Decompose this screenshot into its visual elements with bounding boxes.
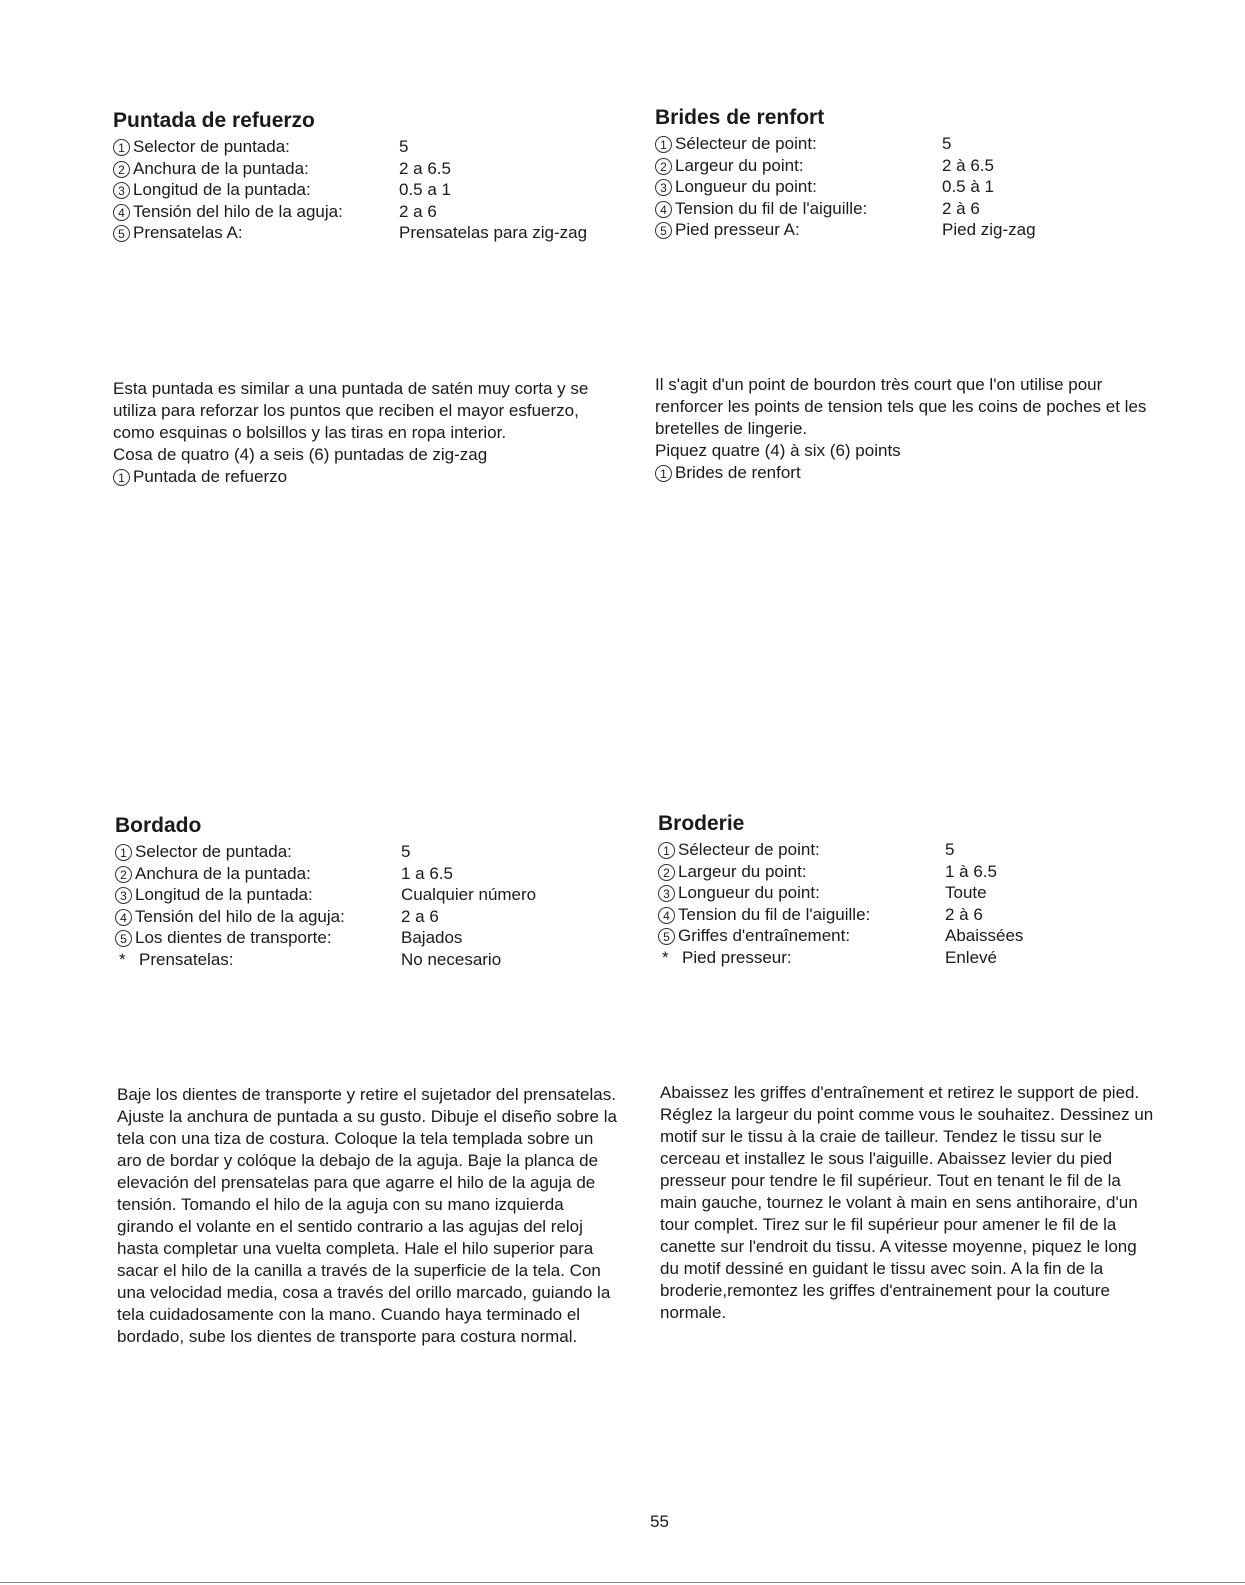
body-line: utiliza para reforzar los puntos que reciben el mayor esfuerzo, (113, 401, 579, 420)
body-line: broderie,remontez les griffes d'entrainement pour la couture (660, 1281, 1110, 1300)
settings-row (658, 861, 1023, 883)
setting-value: Abaissées (945, 926, 1024, 945)
caption-text: Puntada de refuerzo (133, 467, 288, 486)
settings-row (655, 219, 1036, 241)
body-line: elevación del prensatelas para que agarre el hilo de la aguja de (117, 1173, 596, 1192)
section-title: Broderie (658, 812, 745, 835)
setting-label: Pied presseur A: (675, 220, 800, 239)
settings-row (658, 925, 1023, 947)
body-line: Réglez la largeur du point comme vous le souhaitez. Dessinez un (660, 1105, 1154, 1124)
body-line: du motif dessiné en guidant le tissu avec soin. A la fin de la (660, 1259, 1104, 1278)
circled-number: 2 (655, 158, 672, 175)
setting-value: 2 a 6.5 (399, 158, 451, 178)
setting-value: No necesario (401, 949, 502, 969)
setting-label: Sélecteur de point: (675, 134, 817, 153)
setting-value: 5 (399, 137, 409, 156)
section-title: Bordado (115, 814, 202, 837)
body-line: cerceau et installez le sous l'aiguille. Abaissez levier du pied (660, 1149, 1113, 1168)
circled-number: 5 (113, 225, 130, 242)
setting-value: Enlevé (945, 947, 997, 967)
body-line: una velocidad media, cosa a través del orillo marcado, guiando la (117, 1283, 611, 1302)
body-line: Baje los dientes de transporte y retire el sujetador del prensatelas. (117, 1085, 616, 1104)
settings-row (113, 136, 587, 158)
setting-label: Los dientes de transporte: (135, 928, 332, 947)
setting-label: Largeur du point: (678, 861, 807, 881)
setting-value: Bajados (401, 928, 463, 947)
body-line: Cosa de quatro (4) a seis (6) puntadas de zig-zag (113, 445, 488, 464)
settings-table (658, 839, 1023, 968)
body-line: Il s'agit d'un point de bourdon très court que l'on utilise pour (655, 375, 1103, 394)
section-brides-de-renfort (655, 106, 1036, 241)
circled-number: 1 (113, 139, 130, 156)
settings-row (655, 133, 1036, 155)
setting-label: Prensatelas A: (133, 223, 243, 242)
body-line: motif sur le tissu à la craie de tailleur. Tendez le tissu sur le (660, 1127, 1102, 1146)
circled-number: 5 (655, 222, 672, 239)
circled-number: 2 (115, 866, 132, 883)
circled-number: 1 (115, 844, 132, 861)
setting-label: Longueur du point: (675, 177, 817, 196)
settings-row (115, 906, 536, 928)
circled-number: 3 (113, 182, 130, 199)
settings-row (115, 949, 536, 971)
description-broderie (660, 1082, 1153, 1324)
section-title: Puntada de refuerzo (113, 109, 315, 132)
setting-label: Largeur du point: (675, 155, 804, 175)
body-line: normale. (660, 1303, 727, 1322)
figure-caption (655, 462, 1146, 484)
circled-number: 1 (113, 469, 130, 486)
body-line: presseur pour tendre le fil supérieur. Tout en tenant le fil de la (660, 1171, 1121, 1190)
setting-value: 2 a 6 (399, 201, 437, 221)
settings-row (115, 927, 536, 949)
circled-number: 5 (658, 928, 675, 945)
circled-number: 4 (658, 907, 675, 924)
settings-row (113, 222, 587, 244)
body-line: renforcer les points de tension tels que les coins de poches et les (655, 397, 1147, 416)
body-line: tour complet. Tirez sur le fil supérieur pour amener le fil de la (660, 1215, 1117, 1234)
setting-label: Longueur du point: (678, 883, 820, 902)
body-line: tela con una tiza de costura. Coloque la tela templada sobre un (117, 1129, 594, 1148)
settings-row (113, 201, 587, 223)
body-line: tela cuidadosamente con la mano. Cuando haya terminado el (117, 1305, 581, 1324)
circled-number: 3 (655, 179, 672, 196)
description-refuerzo (113, 378, 588, 488)
body-line: como esquinas o bolsillos y las tiras en ropa interior. (113, 423, 507, 442)
body-line: tensión. Tomando el hilo de la aguja con su mano izquierda (117, 1195, 564, 1214)
section-bordado (115, 814, 536, 970)
setting-label: Sélecteur de point: (678, 840, 820, 859)
body-line: aro de bordar y colóque la debajo de la aguja. Baje la planca de (117, 1151, 599, 1170)
description-bordado (117, 1084, 617, 1348)
setting-value: 1 à 6.5 (945, 861, 997, 881)
page-number: 55 (650, 1512, 669, 1531)
circled-number: 3 (115, 887, 132, 904)
asterisk-marker: * (662, 947, 669, 967)
settings-row (658, 839, 1023, 861)
settings-row (115, 863, 536, 885)
circled-number: 1 (655, 136, 672, 153)
bottom-rule (0, 1582, 1245, 1583)
asterisk-marker: * (119, 949, 126, 969)
setting-value: Cualquier número (401, 885, 537, 904)
settings-row (658, 882, 1023, 904)
setting-value: 1 a 6.5 (401, 863, 453, 883)
setting-value: 2 a 6 (401, 906, 439, 926)
setting-label: Longitud de la puntada: (135, 885, 313, 904)
settings-row (658, 904, 1023, 926)
setting-label: Anchura de la puntada: (133, 158, 309, 178)
body-line: Esta puntada es similar a una puntada de satén muy corta y se (113, 379, 589, 398)
setting-value: 5 (401, 842, 411, 861)
settings-row (655, 198, 1036, 220)
setting-label: Tensión del hilo de la aguja: (135, 906, 345, 926)
setting-value: 0.5 a 1 (399, 180, 451, 199)
setting-label: Tension du fil de l'aiguille: (678, 904, 871, 924)
body-line: main gauche, tournez le volant à main en sens antihoraire, d'un (660, 1193, 1138, 1212)
body-line: girando el volante en el sentido contrario a las agujas del reloj (117, 1217, 583, 1236)
setting-label: Longitud de la puntada: (133, 180, 311, 199)
setting-label: Selector de puntada: (135, 842, 292, 861)
body-line: Ajuste la anchura de puntada a su gusto. Dibuje el diseño sobre la (117, 1107, 617, 1126)
setting-label: Pied presseur: (682, 947, 792, 967)
setting-label: Tension du fil de l'aiguille: (675, 198, 868, 218)
section-broderie (658, 812, 1023, 968)
section-title: Brides de renfort (655, 106, 825, 129)
setting-value: 2 à 6.5 (942, 155, 994, 175)
settings-row (655, 176, 1036, 198)
body-line: sacar el hilo de la canilla a través de la superficie de la tela. Con (117, 1261, 601, 1280)
settings-row (115, 841, 536, 863)
setting-label: Anchura de la puntada: (135, 863, 311, 883)
caption-text: Brides de renfort (675, 463, 801, 482)
circled-number: 1 (658, 842, 675, 859)
settings-row (113, 179, 587, 201)
circled-number: 2 (658, 864, 675, 881)
setting-value: Prensatelas para zig-zag (399, 223, 588, 242)
setting-value: 5 (942, 134, 952, 153)
settings-table (115, 841, 536, 970)
setting-label: Griffes d'entraînement: (678, 926, 851, 945)
body-line: Piquez quatre (4) à six (6) points (655, 441, 901, 460)
setting-value: Pied zig-zag (942, 220, 1036, 239)
body-line: hasta completar una vuelta completa. Hale el hilo superior para (117, 1239, 594, 1258)
body-line: canette sur l'endroit du tissu. A vitesse moyenne, piquez le long (660, 1237, 1137, 1256)
circled-number: 4 (113, 204, 130, 221)
settings-table (113, 136, 587, 244)
body-line: bordado, sube los dientes de transporte para costura normal. (117, 1327, 578, 1346)
setting-value: 2 à 6 (945, 904, 983, 924)
setting-label: Selector de puntada: (133, 137, 290, 156)
body-line: bretelles de lingerie. (655, 419, 808, 438)
figure-caption (113, 466, 588, 488)
section-puntada-de-refuerzo (113, 109, 587, 244)
circled-number: 4 (115, 909, 132, 926)
body-line: Abaissez les griffes d'entraînement et retirez le support de pied. (660, 1083, 1140, 1102)
settings-row (113, 158, 587, 180)
settings-row (655, 155, 1036, 177)
settings-row (658, 947, 1023, 969)
circled-number: 4 (655, 201, 672, 218)
description-renfort (655, 374, 1146, 484)
circled-number: 5 (115, 930, 132, 947)
setting-value: 2 à 6 (942, 198, 980, 218)
settings-row (115, 884, 536, 906)
setting-label: Tensión del hilo de la aguja: (133, 201, 343, 221)
setting-value: Toute (945, 883, 987, 902)
circled-number: 2 (113, 161, 130, 178)
setting-value: 0.5 à 1 (942, 177, 994, 196)
setting-label: Prensatelas: (139, 949, 234, 969)
settings-table (655, 133, 1036, 241)
circled-number: 1 (655, 465, 672, 482)
setting-value: 5 (945, 840, 955, 859)
circled-number: 3 (658, 885, 675, 902)
